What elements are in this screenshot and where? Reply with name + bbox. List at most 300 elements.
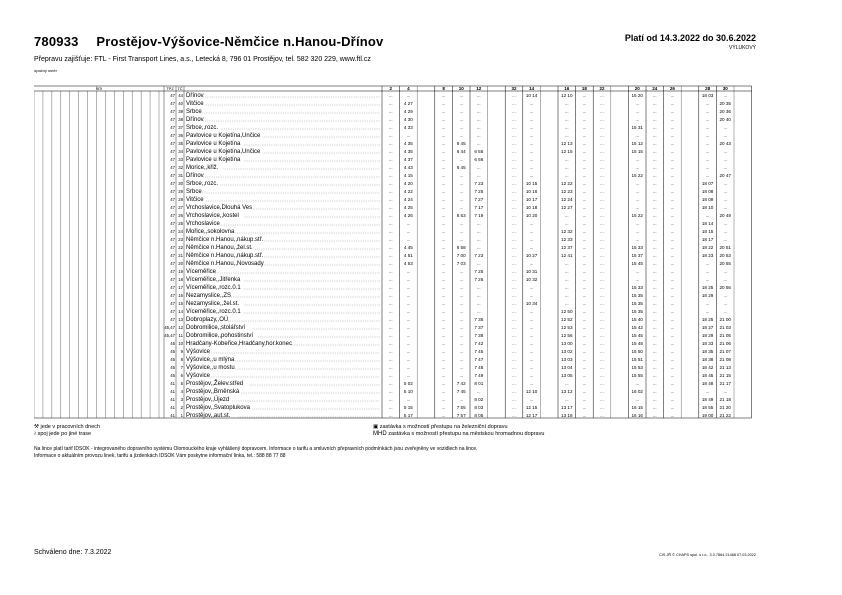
trip-number: 30 bbox=[722, 86, 728, 91]
no-service-mark: ... bbox=[512, 405, 516, 410]
no-service-mark: ... bbox=[441, 173, 446, 178]
no-service-mark: ... bbox=[512, 397, 516, 402]
no-service-mark: ... bbox=[670, 141, 675, 146]
no-service-mark: ... bbox=[582, 381, 587, 386]
departure-time: 15 40 bbox=[631, 317, 643, 322]
departure-time: 4 33 bbox=[403, 125, 413, 130]
no-service-mark: ... bbox=[529, 397, 534, 402]
no-service-mark: ... bbox=[600, 213, 604, 218]
stop-tc: 31 bbox=[178, 173, 183, 178]
departure-time: 5 02 bbox=[403, 381, 413, 386]
no-service-mark: ... bbox=[670, 381, 675, 386]
no-service-mark: ... bbox=[406, 293, 411, 298]
timetable-title bbox=[34, 34, 383, 49]
tariff-notes bbox=[34, 446, 754, 460]
no-service-mark: ... bbox=[600, 373, 604, 378]
stop-tc: 19 bbox=[178, 269, 183, 274]
software-credit: CIS JŘ © CHAPS spol. s r.o., 3.0.7864 21468 07.03.2022 bbox=[659, 553, 756, 557]
no-service-mark: ... bbox=[441, 93, 446, 98]
no-service-mark: ... bbox=[406, 365, 411, 370]
departure-time: 4 35 bbox=[403, 141, 413, 146]
departure-time: 7 17 bbox=[474, 205, 484, 210]
no-service-mark: ... bbox=[705, 213, 710, 218]
no-service-mark: ... bbox=[477, 229, 481, 234]
no-service-mark: ... bbox=[723, 125, 727, 130]
no-service-mark: ... bbox=[441, 405, 446, 410]
no-service-mark: ... bbox=[653, 261, 657, 266]
no-service-mark: ... bbox=[653, 189, 657, 194]
no-service-mark: ... bbox=[529, 373, 534, 378]
no-service-mark: ... bbox=[529, 245, 534, 250]
no-service-mark: ... bbox=[529, 157, 534, 162]
stop-tc: 25 bbox=[178, 221, 183, 226]
departure-time: 12 24 bbox=[561, 197, 573, 202]
stop-tc: 7 bbox=[180, 365, 183, 370]
no-service-mark: ... bbox=[582, 101, 587, 106]
no-service-mark: ... bbox=[600, 125, 604, 130]
no-service-mark: ... bbox=[565, 285, 569, 290]
departure-time: 18 38 bbox=[701, 357, 714, 362]
stop-tc: 39 bbox=[178, 109, 183, 114]
departure-time: 13 12 bbox=[561, 389, 573, 394]
no-service-mark: ... bbox=[635, 205, 639, 210]
no-service-mark: ... bbox=[512, 149, 516, 154]
no-service-mark: ... bbox=[441, 229, 446, 234]
trip-number: 8 bbox=[442, 86, 445, 91]
no-service-mark: ... bbox=[600, 261, 604, 266]
no-service-mark: ... bbox=[705, 117, 710, 122]
no-service-mark: ... bbox=[565, 397, 569, 402]
departure-time: 4 29 bbox=[403, 109, 413, 114]
departure-time: 7 23 bbox=[474, 181, 484, 186]
no-service-mark: ... bbox=[635, 157, 639, 162]
no-service-mark: ... bbox=[600, 253, 604, 258]
no-service-mark: ... bbox=[600, 413, 604, 418]
no-service-mark: ... bbox=[600, 317, 604, 322]
no-service-mark: ... bbox=[406, 357, 411, 362]
departure-time: 15 55 bbox=[631, 373, 643, 378]
no-service-mark: ... bbox=[635, 189, 639, 194]
no-service-mark: ... bbox=[441, 205, 446, 210]
no-service-mark: ... bbox=[459, 397, 463, 402]
no-service-mark: ... bbox=[529, 261, 534, 266]
departure-time: 20 51 bbox=[719, 245, 731, 250]
departure-time: 18 55 bbox=[701, 405, 714, 410]
departure-time: 21 06 bbox=[719, 341, 731, 346]
no-service-mark: ... bbox=[512, 117, 516, 122]
departure-time: 4 43 bbox=[403, 165, 413, 170]
no-service-mark: ... bbox=[441, 317, 446, 322]
stop-name: Pavlovice u Kojetína,Unčice bbox=[186, 133, 261, 139]
stop-tpz: 47 bbox=[170, 317, 175, 322]
departure-time: 13 02 bbox=[561, 349, 573, 354]
no-service-mark: ... bbox=[582, 237, 587, 242]
no-service-mark: ... bbox=[670, 189, 675, 194]
no-service-mark: ... bbox=[529, 341, 534, 346]
departure-time: 15 50 bbox=[631, 349, 643, 354]
no-service-mark: ... bbox=[582, 413, 587, 418]
stop-tc: 9 bbox=[180, 349, 183, 354]
stop-name: Pavlovice u Kojetína bbox=[186, 157, 241, 163]
stop-tc: 29 bbox=[178, 189, 183, 194]
no-service-mark: ... bbox=[529, 293, 534, 298]
no-service-mark: ... bbox=[512, 237, 516, 242]
no-service-mark: ... bbox=[653, 309, 657, 314]
departure-time: 20 40 bbox=[719, 117, 731, 122]
departure-time: 18 25 bbox=[701, 285, 714, 290]
no-service-mark: ... bbox=[477, 101, 481, 106]
no-service-mark: ... bbox=[635, 101, 639, 106]
no-service-mark: ... bbox=[389, 301, 393, 306]
no-service-mark: ... bbox=[389, 381, 393, 386]
no-service-mark: ... bbox=[389, 333, 393, 338]
departure-time: 20 55 bbox=[719, 261, 731, 266]
departure-time: 15 33 bbox=[631, 285, 643, 290]
no-service-mark: ... bbox=[441, 101, 446, 106]
no-service-mark: ... bbox=[670, 157, 675, 162]
no-service-mark: ... bbox=[477, 293, 481, 298]
approval-date: Schváleno dne: 7.3.2022 bbox=[34, 549, 112, 556]
no-service-mark: ... bbox=[512, 261, 516, 266]
stop-tc: 5 bbox=[180, 381, 183, 386]
departure-time: 10 16 bbox=[525, 189, 538, 194]
departure-time: 6 45 bbox=[456, 165, 466, 170]
no-service-mark: ... bbox=[389, 221, 393, 226]
stop-name: Víceměřice bbox=[186, 269, 217, 275]
no-service-mark: ... bbox=[512, 341, 516, 346]
departure-time: 15 51 bbox=[631, 357, 643, 362]
no-service-mark: ... bbox=[477, 285, 481, 290]
departure-time: 7 55 bbox=[456, 405, 466, 410]
stop-name: Němčice n.Hanou,,nákup.stř. bbox=[186, 237, 264, 243]
no-service-mark: ... bbox=[459, 205, 463, 210]
no-service-mark: ... bbox=[512, 413, 516, 418]
departure-time: 21 05 bbox=[719, 333, 731, 338]
no-service-mark: ... bbox=[389, 133, 393, 138]
stop-name: Dřínov bbox=[186, 117, 204, 123]
no-service-mark: ... bbox=[441, 165, 446, 170]
no-service-mark: ... bbox=[529, 117, 534, 122]
stop-tc: 10 bbox=[178, 341, 183, 346]
no-service-mark: ... bbox=[582, 133, 587, 138]
no-service-mark: ... bbox=[459, 133, 463, 138]
no-service-mark: ... bbox=[529, 285, 534, 290]
no-service-mark: ... bbox=[565, 125, 569, 130]
tariff-note-1: Na lince platí tarif IDSOK - integrovaného dopravního systému Olomouckého kraje vyhlášený dopravcem. Informace o tarifu a smluvních přepravních podmínkách jsou zveřejněny ve vozidlech na lince. bbox=[34, 446, 478, 452]
no-service-mark: ... bbox=[653, 157, 657, 162]
no-service-mark: ... bbox=[600, 269, 604, 274]
no-service-mark: ... bbox=[441, 397, 446, 402]
no-service-mark: ... bbox=[653, 253, 657, 258]
no-service-mark: ... bbox=[529, 333, 534, 338]
no-service-mark: ... bbox=[723, 229, 727, 234]
stop-tc: 37 bbox=[178, 125, 183, 130]
departure-time: 21 13 bbox=[719, 365, 731, 370]
no-service-mark: ... bbox=[389, 285, 393, 290]
departure-time: 18 14 bbox=[701, 221, 714, 226]
stop-name: Prostějov,,Újezd bbox=[186, 397, 230, 403]
no-service-mark: ... bbox=[459, 197, 463, 202]
departure-time: 7 45 bbox=[456, 389, 466, 394]
no-service-mark: ... bbox=[653, 277, 657, 282]
no-service-mark: ... bbox=[600, 229, 604, 234]
no-service-mark: ... bbox=[600, 309, 604, 314]
departure-time: 12 56 bbox=[561, 333, 573, 338]
no-service-mark: ... bbox=[670, 389, 675, 394]
stop-name: Víceměřice,,Jitřenka bbox=[186, 277, 241, 283]
stop-tpz: 47 bbox=[170, 109, 175, 114]
departure-time: 18 17 bbox=[701, 237, 714, 242]
no-service-mark: ... bbox=[565, 117, 569, 122]
no-service-mark: ... bbox=[406, 301, 411, 306]
stop-name: Němčice n.Hanou,,Novosady bbox=[186, 261, 264, 267]
legend-right bbox=[373, 424, 544, 438]
stop-tc: 22 bbox=[178, 245, 183, 250]
stop-tpz: 45 bbox=[170, 373, 175, 378]
no-service-mark: ... bbox=[723, 269, 727, 274]
no-service-mark: ... bbox=[459, 157, 463, 162]
tpz-header: TPZ bbox=[166, 86, 174, 91]
departure-time: 18 29 bbox=[701, 293, 714, 298]
no-service-mark: ... bbox=[723, 189, 727, 194]
departure-time: 18 08 bbox=[701, 189, 714, 194]
departure-time: 16 16 bbox=[631, 413, 643, 418]
no-service-mark: ... bbox=[441, 357, 446, 362]
no-service-mark: ... bbox=[670, 333, 675, 338]
departure-time: 10 31 bbox=[525, 269, 538, 274]
no-service-mark: ... bbox=[512, 389, 516, 394]
no-service-mark: ... bbox=[512, 165, 516, 170]
stop-tc: 23 bbox=[178, 237, 183, 242]
timetable-type: VÝLUKOVÝ bbox=[729, 45, 756, 51]
no-service-mark: ... bbox=[582, 397, 587, 402]
no-service-mark: ... bbox=[600, 149, 604, 154]
stop-tc: 4 bbox=[180, 389, 183, 394]
stop-tpz: 45 bbox=[170, 365, 175, 370]
stop-tpz: 47 bbox=[170, 245, 175, 250]
no-service-mark: ... bbox=[512, 157, 516, 162]
departure-time: 7 37 bbox=[474, 325, 484, 330]
stop-name: Vitčice bbox=[186, 197, 204, 203]
no-service-mark: ... bbox=[459, 109, 463, 114]
no-service-mark: ... bbox=[600, 285, 604, 290]
no-service-mark: ... bbox=[600, 141, 604, 146]
stop-tc: 3 bbox=[180, 397, 183, 402]
no-service-mark: ... bbox=[441, 245, 446, 250]
departure-time: 4 53 bbox=[403, 261, 413, 266]
no-service-mark: ... bbox=[705, 301, 710, 306]
no-service-mark: ... bbox=[653, 117, 657, 122]
no-service-mark: ... bbox=[670, 173, 675, 178]
departure-time: 8 05 bbox=[474, 413, 484, 418]
no-service-mark: ... bbox=[512, 365, 516, 370]
no-service-mark: ... bbox=[635, 221, 639, 226]
stop-name: Mořice,,sokolovna bbox=[186, 229, 235, 235]
no-service-mark: ... bbox=[670, 221, 675, 226]
no-service-mark: ... bbox=[406, 397, 411, 402]
no-service-mark: ... bbox=[477, 141, 481, 146]
no-service-mark: ... bbox=[406, 285, 411, 290]
no-service-mark: ... bbox=[512, 205, 516, 210]
no-service-mark: ... bbox=[477, 237, 481, 242]
departure-time: 12 17 bbox=[525, 413, 538, 418]
no-service-mark: ... bbox=[670, 101, 675, 106]
departure-time: 18 48 bbox=[701, 381, 714, 386]
no-service-mark: ... bbox=[670, 117, 675, 122]
no-service-mark: ... bbox=[723, 149, 727, 154]
no-service-mark: ... bbox=[600, 301, 604, 306]
no-service-mark: ... bbox=[512, 181, 516, 186]
stop-tc: 1 bbox=[180, 413, 183, 418]
departure-time: 12 50 bbox=[561, 309, 573, 314]
stop-tpz: 47 bbox=[170, 189, 175, 194]
no-service-mark: ... bbox=[600, 349, 604, 354]
no-service-mark: ... bbox=[565, 109, 569, 114]
no-service-mark: ... bbox=[670, 373, 675, 378]
stop-tpz: 41 bbox=[170, 389, 175, 394]
departure-time: 4 37 bbox=[403, 157, 413, 162]
departure-time: 20 53 bbox=[719, 253, 731, 258]
no-service-mark: ... bbox=[477, 125, 481, 130]
departure-time: 15 33 bbox=[631, 245, 643, 250]
no-service-mark: ... bbox=[705, 309, 710, 314]
stop-tc: 24 bbox=[178, 229, 183, 234]
no-service-mark: ... bbox=[512, 213, 516, 218]
stop-name: Pavlovice u Kojetína,Unčice bbox=[186, 149, 261, 155]
no-service-mark: ... bbox=[723, 165, 727, 170]
no-service-mark: ... bbox=[459, 117, 463, 122]
no-service-mark: ... bbox=[477, 309, 481, 314]
departure-time: 6 55 bbox=[474, 149, 484, 154]
departure-time: 15 22 bbox=[631, 173, 643, 178]
departure-time: 15 45 bbox=[631, 261, 643, 266]
stop-tpz: 47 bbox=[170, 277, 175, 282]
departure-time: 15 35 bbox=[631, 309, 643, 314]
no-service-mark: ... bbox=[441, 125, 446, 130]
no-service-mark: ... bbox=[529, 237, 534, 242]
no-service-mark: ... bbox=[600, 189, 604, 194]
no-service-mark: ... bbox=[653, 237, 657, 242]
stop-tpz: 47 bbox=[170, 117, 175, 122]
timetable-grid bbox=[34, 80, 756, 422]
no-service-mark: ... bbox=[653, 373, 657, 378]
no-service-mark: ... bbox=[582, 373, 587, 378]
no-service-mark: ... bbox=[582, 317, 587, 322]
no-service-mark: ... bbox=[512, 269, 516, 274]
no-service-mark: ... bbox=[512, 373, 516, 378]
no-service-mark: ... bbox=[582, 109, 587, 114]
no-service-mark: ... bbox=[582, 141, 587, 146]
no-service-mark: ... bbox=[582, 149, 587, 154]
no-service-mark: ... bbox=[441, 141, 446, 146]
stop-tpz: 47 bbox=[170, 173, 175, 178]
no-service-mark: ... bbox=[670, 245, 675, 250]
no-service-mark: ... bbox=[441, 301, 446, 306]
departure-time: 18 29 bbox=[701, 333, 714, 338]
trip-number: 28 bbox=[705, 86, 711, 91]
departure-time: 15 35 bbox=[631, 293, 643, 298]
departure-time: 21 20 bbox=[719, 405, 731, 410]
no-service-mark: ... bbox=[723, 181, 727, 186]
no-service-mark: ... bbox=[512, 101, 516, 106]
departure-time: 4 25 bbox=[403, 205, 413, 210]
trip-number: 4 bbox=[407, 86, 410, 91]
no-service-mark: ... bbox=[565, 293, 569, 298]
no-service-mark: ... bbox=[529, 365, 534, 370]
no-service-mark: ... bbox=[653, 109, 657, 114]
no-service-mark: ... bbox=[529, 173, 534, 178]
no-service-mark: ... bbox=[512, 349, 516, 354]
no-service-mark: ... bbox=[635, 181, 639, 186]
no-service-mark: ... bbox=[389, 325, 393, 330]
stop-tpz: 47 bbox=[170, 197, 175, 202]
no-service-mark: ... bbox=[635, 197, 639, 202]
departure-time: 4 15 bbox=[403, 173, 413, 178]
stop-tpz: 47 bbox=[170, 149, 175, 154]
departure-time: 10 18 bbox=[525, 205, 538, 210]
no-service-mark: ... bbox=[582, 253, 587, 258]
no-service-mark: ... bbox=[582, 157, 587, 162]
stop-tpz: 45 bbox=[170, 349, 175, 354]
no-service-mark: ... bbox=[441, 269, 446, 274]
no-service-mark: ... bbox=[653, 389, 657, 394]
no-service-mark: ... bbox=[389, 93, 393, 98]
no-service-mark: ... bbox=[670, 309, 675, 314]
departure-time: 12 37 bbox=[561, 245, 573, 250]
no-service-mark: ... bbox=[441, 213, 446, 218]
no-service-mark: ... bbox=[723, 133, 727, 138]
legend-left bbox=[34, 424, 100, 438]
no-service-mark: ... bbox=[635, 381, 639, 386]
departure-time: 6 44 bbox=[456, 149, 466, 154]
no-service-mark: ... bbox=[635, 165, 639, 170]
no-service-mark: ... bbox=[635, 269, 639, 274]
no-service-mark: ... bbox=[459, 309, 463, 314]
no-service-mark: ... bbox=[512, 245, 516, 250]
no-service-mark: ... bbox=[565, 269, 569, 274]
no-service-mark: ... bbox=[512, 109, 516, 114]
operator-info: Přepravu zajišťuje: FTL - First Transport Lines, a.s., Letecká 8, 796 01 Prostějov, tel. 582 320 229, www.ftl.cz bbox=[34, 56, 371, 63]
no-service-mark: ... bbox=[529, 325, 534, 330]
departure-time: 5 17 bbox=[403, 413, 413, 418]
departure-time: 7 49 bbox=[474, 373, 484, 378]
no-service-mark: ... bbox=[582, 389, 587, 394]
no-service-mark: ... bbox=[705, 149, 710, 154]
no-service-mark: ... bbox=[459, 317, 463, 322]
stop-name: Nezamyslice,,žel.st. bbox=[186, 301, 240, 307]
no-service-mark: ... bbox=[512, 301, 516, 306]
no-service-mark: ... bbox=[600, 325, 604, 330]
no-service-mark: ... bbox=[582, 261, 587, 266]
departure-time: 18 45 bbox=[701, 373, 714, 378]
no-service-mark: ... bbox=[670, 205, 675, 210]
departure-time: 13 04 bbox=[561, 365, 573, 370]
validity-period: Platí od 14.3.2022 do 30.6.2022 bbox=[624, 33, 756, 43]
departure-time: 10 20 bbox=[525, 213, 538, 218]
no-service-mark: ... bbox=[635, 237, 639, 242]
no-service-mark: ... bbox=[582, 285, 587, 290]
tariff-note-2: Informace o aktuálním provozu linek, tarifu a jízdenkách IDSOK Vám poskytne informační linka, tel.: 588 88 77 88 bbox=[34, 453, 286, 459]
stop-name: Vrchoslavice bbox=[186, 221, 220, 227]
departure-time: 20 43 bbox=[719, 141, 731, 146]
no-service-mark: ... bbox=[389, 117, 393, 122]
no-service-mark: ... bbox=[670, 341, 675, 346]
no-service-mark: ... bbox=[600, 165, 604, 170]
no-service-mark: ... bbox=[389, 317, 393, 322]
departure-time: 8 03 bbox=[474, 405, 484, 410]
stop-tpz: 47 bbox=[170, 181, 175, 186]
no-service-mark: ... bbox=[477, 117, 481, 122]
